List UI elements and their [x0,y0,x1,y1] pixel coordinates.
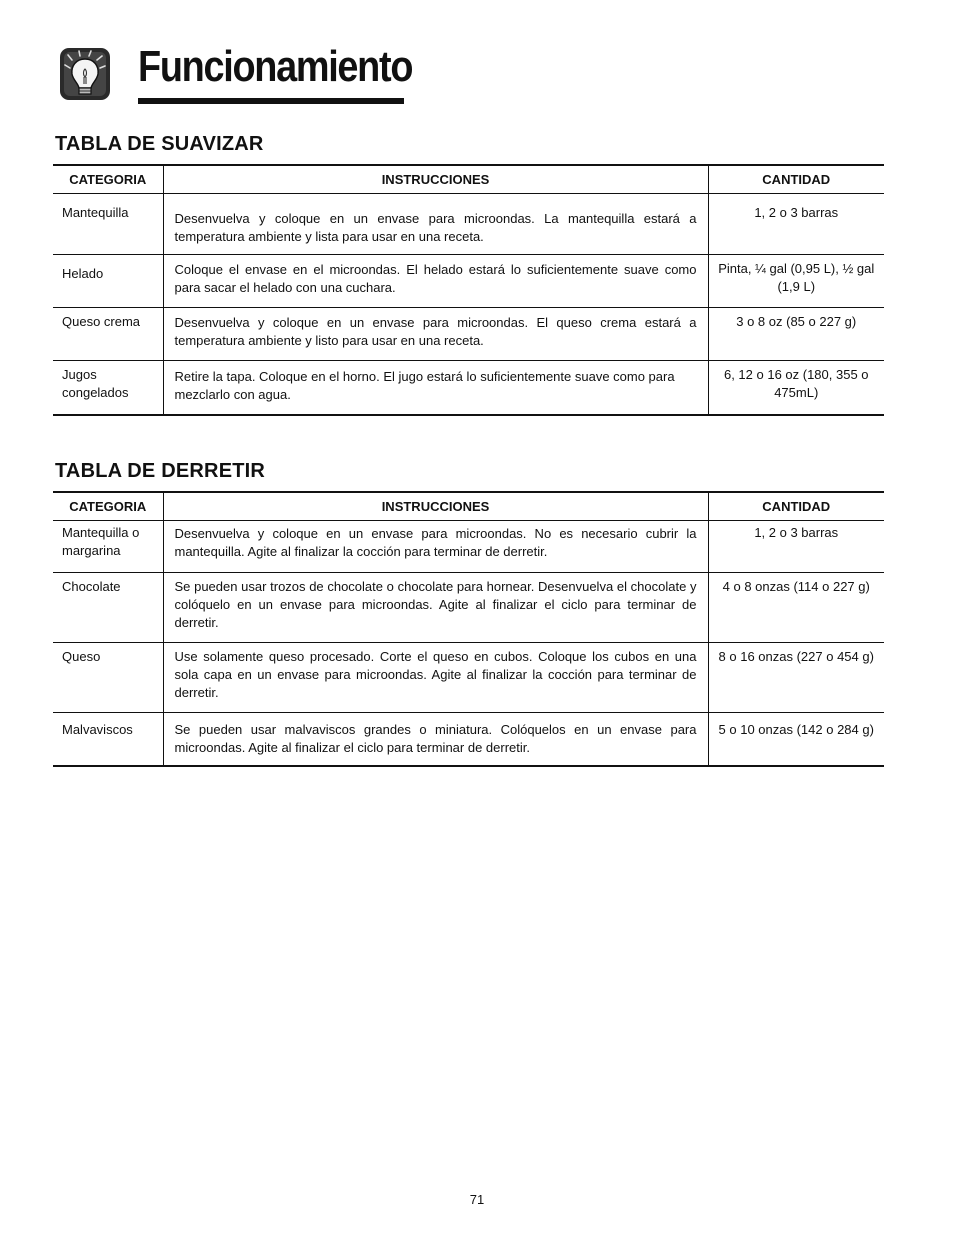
quantity-cell: Pinta, ¼ gal (0,95 L), ½ gal (1,9 L) [708,255,884,308]
column-header-category: CATEGORIA [53,165,163,194]
category-cell: Helado [53,255,163,308]
column-header-instructions: INSTRUCCIONES [163,165,708,194]
column-header-category: CATEGORIA [53,492,163,521]
instructions-cell: Se pueden usar trozos de chocolate o chocolate para hornear. Desenvuelva el chocolate y colóquelo en un envase para microondas. Agite al finalizar el ciclo para terminar de derretir. [163,573,708,643]
category-cell: Jugos congelados [53,361,163,415]
page-number: 71 [469,1192,485,1207]
instructions-cell: Desenvuelva y coloque en un envase para microondas. El queso crema estará a temperatura ambiente y listo para usar en una receta. [163,308,708,361]
category-cell: Queso [53,643,163,713]
quantity-cell: 1, 2 o 3 barras [708,521,884,573]
instructions-cell: Se pueden usar malvaviscos grandes o miniatura. Colóquelos en un envase para microondas. Agite al finalizar el ciclo para terminar de derretir. [163,713,708,767]
instructions-cell: Coloque el envase en el microondas. El helado estará lo suficientemente suave como para sacar el helado con una cuchara. [163,255,708,308]
quantity-cell: 4 o 8 onzas (114 o 227 g) [708,573,884,643]
table-row [53,361,884,415]
table-row [53,573,884,643]
instructions-cell: Desenvuelva y coloque en un envase para microondas. La mantequilla estará a temperatura ambiente y lista para usar en una receta. [163,194,708,255]
quantity-cell: 6, 12 o 16 oz (180, 355 o 475mL) [708,361,884,415]
table-row [53,194,884,255]
quantity-cell: 3 o 8 oz (85 o 227 g) [708,308,884,361]
instructions-cell: Use solamente queso procesado. Corte el queso en cubos. Coloque los cubos en una sola capa en un envase para microondas. Agite al finalizar la cocción para terminar de derretir. [163,643,708,713]
quantity-cell: 5 o 10 onzas (142 o 284 g) [708,713,884,767]
instructions-cell: Retire la tapa. Coloque en el horno. El jugo estará lo suficientemente suave como para mezclarlo con agua. [163,361,708,415]
page-header [58,40,418,110]
instructions-cell: Desenvuelva y coloque en un envase para microondas. No es necesario cubrir la mantequilla. Agite al finalizar la cocción para terminar de derretir. [163,521,708,573]
category-cell: Malvaviscos [53,713,163,767]
page-title: Funcionamiento [138,42,413,91]
softening-table-heading: TABLA DE SUAVIZAR [55,133,264,155]
table-header-row [53,492,884,521]
table-row [53,713,884,767]
title-underline [138,98,404,104]
table-row [53,308,884,361]
melting-table [53,491,884,767]
quantity-cell: 8 o 16 onzas (227 o 454 g) [708,643,884,713]
category-cell: Mantequilla o margarina [53,521,163,573]
table-row [53,521,884,573]
category-cell: Queso crema [53,308,163,361]
column-header-instructions: INSTRUCCIONES [163,492,708,521]
melting-table-heading: TABLA DE DERRETIR [55,460,266,482]
softening-table [53,164,884,416]
column-header-quantity: CANTIDAD [708,492,884,521]
table-row [53,255,884,308]
category-cell: Mantequilla [53,194,163,255]
column-header-quantity: CANTIDAD [708,165,884,194]
quantity-cell: 1, 2 o 3 barras [708,194,884,255]
category-cell: Chocolate [53,573,163,643]
table-header-row [53,165,884,194]
lightbulb-icon [58,46,112,102]
table-row [53,643,884,713]
